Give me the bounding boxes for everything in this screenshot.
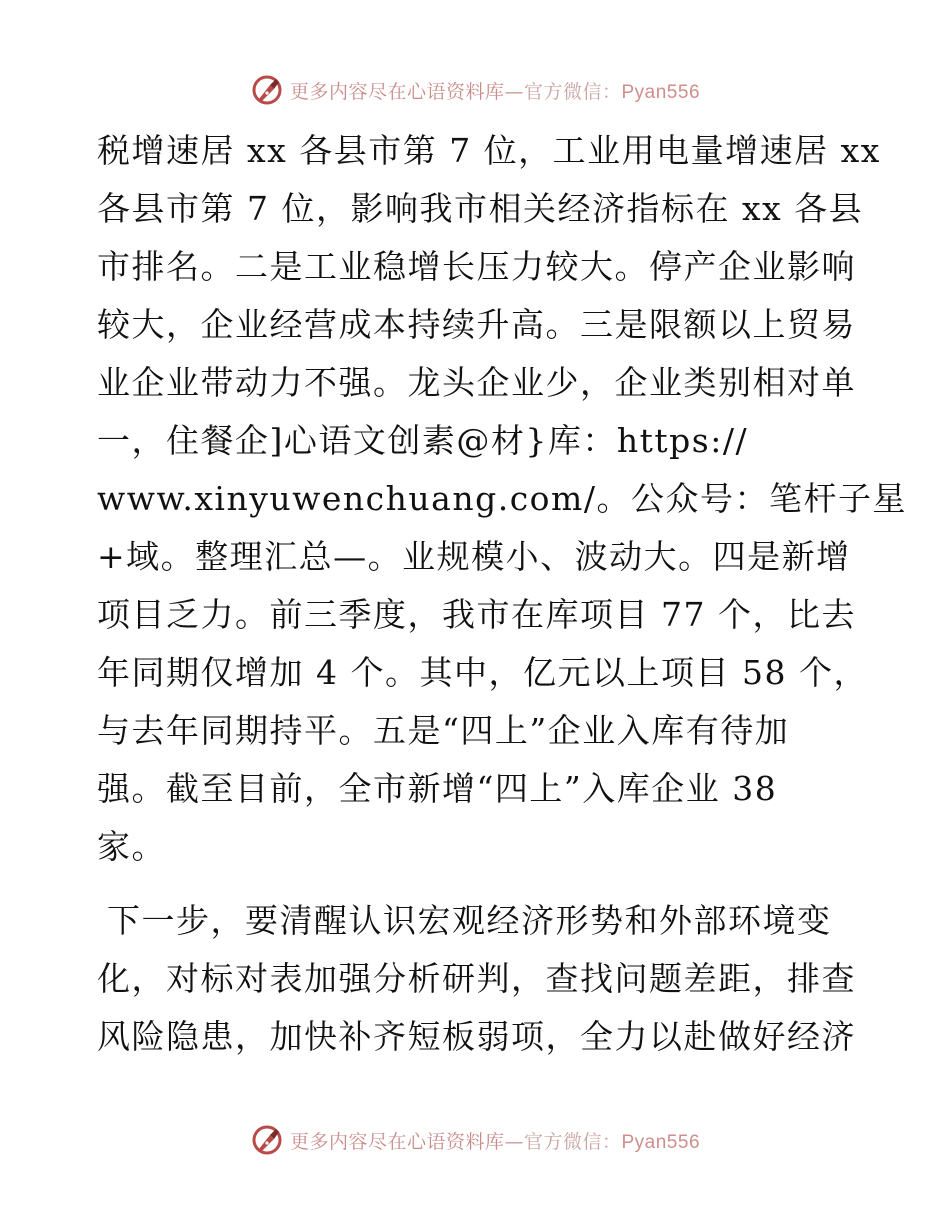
header-dash: —	[504, 80, 524, 103]
text-line: 化，对标对表加强分析研判，查找问题差距，排查	[97, 959, 856, 998]
header-wechat-id: Pyan556	[621, 81, 701, 103]
text-line: 与去年同期持平。五是“四上”企业入库有待加	[97, 711, 790, 750]
footer-wechat-id: Pyan556	[621, 1131, 701, 1153]
footer-banner	[0, 1120, 950, 1160]
footer-site-name: 更多内容尽在心语资料库	[289, 1130, 505, 1153]
text-line: 强。截至目前，全市新增“四上”入库企业 38	[97, 769, 778, 808]
text-line: 一，住餐企]心语文创素@材}库：https://	[97, 421, 749, 460]
text-line-url: www.xinyuwenchuang.com/。公众号：笔杆子星	[97, 479, 907, 518]
text-line: +域。整理汇总—。业规模小、波动大。四是新增	[97, 537, 851, 576]
header-banner-text	[290, 77, 700, 104]
text-line: 较大，企业经营成本持续升高。三是限额以上贸易	[97, 305, 856, 344]
footer-dash: —	[504, 1130, 524, 1153]
paragraph-1	[97, 122, 907, 876]
header-site-name: 更多内容尽在心语资料库	[289, 80, 505, 103]
footer-banner-text	[290, 1127, 700, 1154]
text-line: 家。	[97, 827, 166, 866]
text-line: 税增速居 xx 各县市第 7 位，工业用电量增速居 xx	[97, 131, 881, 170]
text-line: 年同期仅增加 4 个。其中，亿元以上项目 58 个，	[97, 653, 868, 692]
paragraph-2	[97, 892, 857, 1066]
text-line: 项目乏力。前三季度，我市在库项目 77 个，比去	[97, 595, 856, 634]
text-line: 下一步，要清醒认识宏观经济形势和外部环境变	[107, 901, 832, 940]
header-official-label: 官方微信：	[523, 80, 622, 103]
text-line: 业企业带动力不强。龙头企业少，企业类别相对单	[97, 363, 856, 402]
document-body	[97, 122, 907, 1066]
pen-nib-logo-icon	[250, 73, 284, 107]
pen-nib-logo-icon	[250, 1123, 284, 1157]
text-line: 市排名。二是工业稳增长压力较大。停产企业影响	[97, 247, 856, 286]
text-line: 风险隐患，加快补齐短板弱项，全力以赴做好经济	[97, 1017, 856, 1056]
footer-official-label: 官方微信：	[523, 1130, 622, 1153]
header-banner	[0, 70, 950, 110]
text-line: 各县市第 7 位，影响我市相关经济指标在 xx 各县	[97, 189, 864, 228]
